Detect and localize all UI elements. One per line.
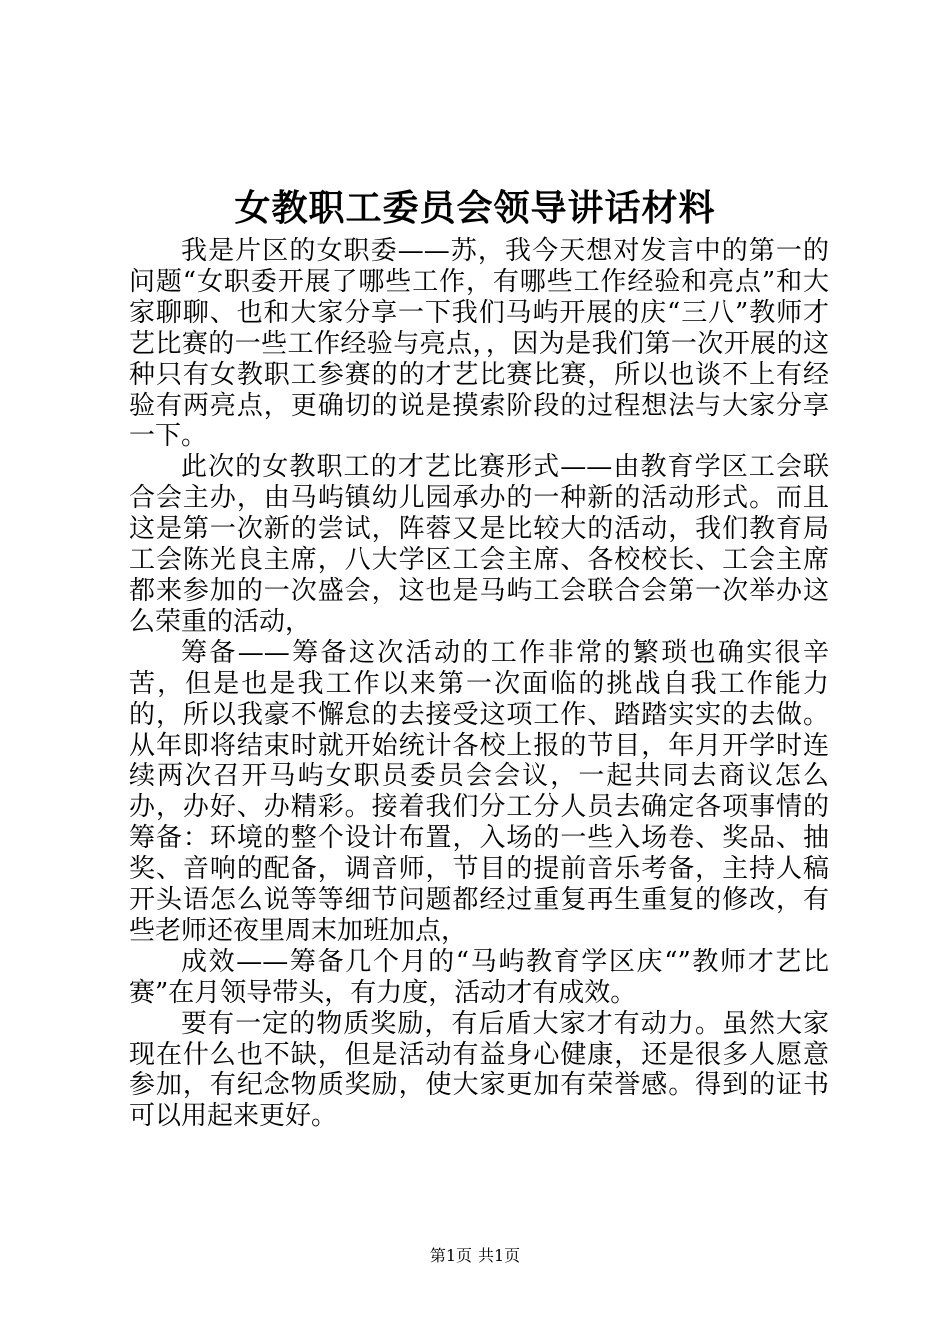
document-body xyxy=(129,236,829,1132)
paragraph-rewards: 要有一定的物质奖励，有后盾大家才有动力。虽然大家现在什么也不缺，但是活动有益身心健康，还是很多人愿意参加，有纪念物质奖励，使大家更加有荣誉感。得到的证书可以用起来更好。 xyxy=(129,1008,829,1132)
paragraph-results: 成效——筹备几个月的“马屿教育学区庆“”教师才艺比赛”在月领导带头，有力度，活动才有成效。 xyxy=(129,946,829,1008)
page-number: 第1页 xyxy=(429,1246,472,1265)
paragraph-preparation: 筹备——筹备这次活动的工作非常的繁琐也确实很辛苦，但是也是我工作以来第一次面临的挑战自我工作能力的，所以我豪不懈怠的去接受这项工作、踏踏实实的去做。从年即将结束时就开始统计各校上报的节目，年月开学时连续两次召开马屿女职员委员会会议，一起共同去商议怎么办，办好、办精彩。接着我们分工分人员去确定各项事情的筹备：环境的整个设计布置，入场的一些入场卷、奖品、抽奖、音响的配备，调音师，节目的提前音乐考备，主持人稿开头语怎么说等等细节问题都经过重复再生重复的修改，有些老师还夜里周末加班加点， xyxy=(129,637,829,946)
page-total: 共1页 xyxy=(478,1246,521,1265)
paragraph-intro: 我是片区的女职委——苏，我今天想对发言中的第一的问题“女职委开展了哪些工作，有哪些工作经验和亮点”和大家聊聊、也和大家分享一下我们马屿开展的庆“三八”教师才艺比赛的一些工作经验与亮点，，因为是我们第一次开展的这种只有女教职工参赛的的才艺比赛比赛，所以也谈不上有经验有两亮点，更确切的说是摸索阶段的过程想法与大家分享一下。 xyxy=(129,236,829,452)
paragraph-format: 此次的女教职工的才艺比赛形式——由教育学区工会联合会主办，由马屿镇幼儿园承办的一种新的活动形式。而且这是第一次新的尝试，阵蓉又是比较大的活动，我们教育局工会陈光良主席，八大学区工会主席、各校校长、工会主席都来参加的一次盛会，这也是马屿工会联合会第一次举办这么荣重的活动， xyxy=(129,452,829,637)
document-title: 女教职工委员会领导讲话材料 xyxy=(234,187,716,229)
page-footer xyxy=(0,1246,950,1266)
